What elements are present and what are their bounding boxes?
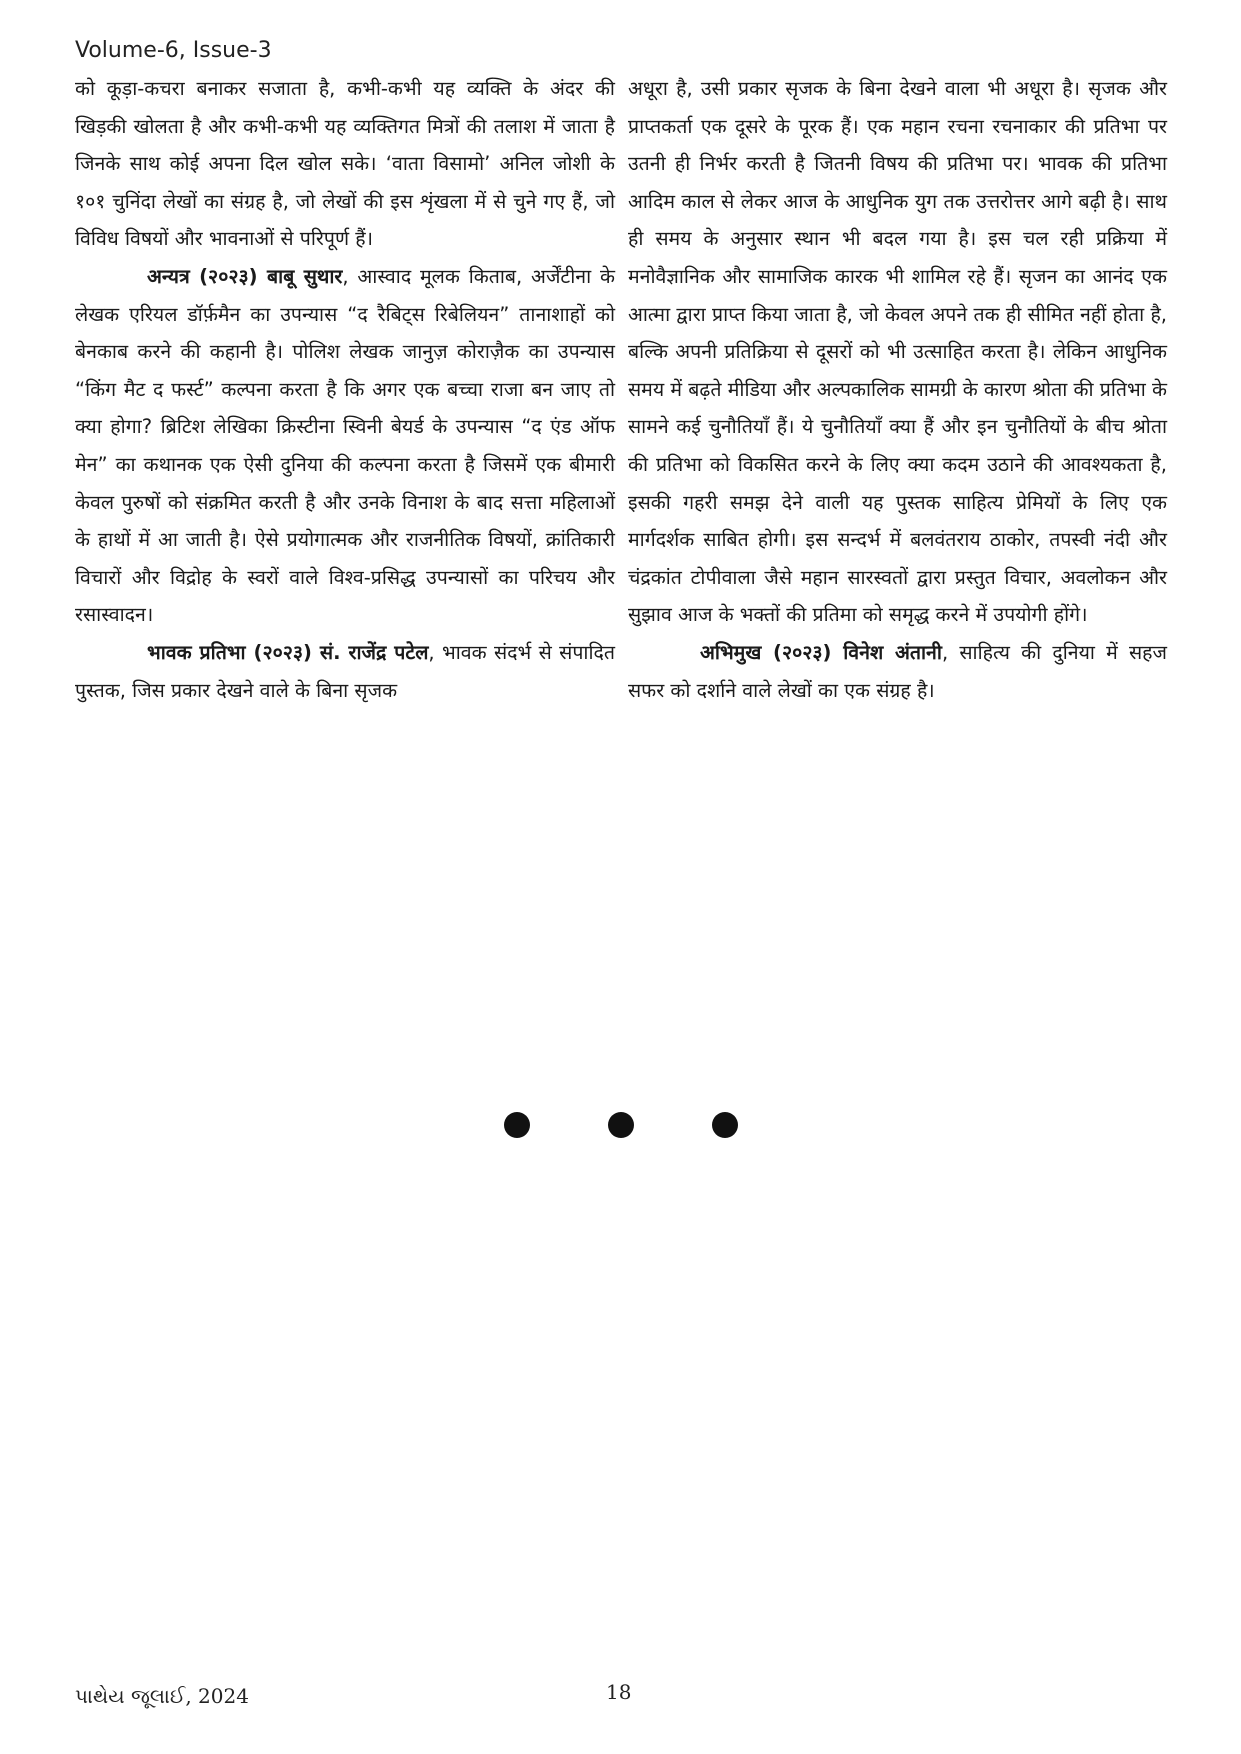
- paragraph: अधूरा है, उसी प्रकार सृजक के बिना देखने वाला भी अधूरा है। सृजक और प्राप्तकर्ता एक दूसरे के पूरक हैं। एक महान रचना रचनाकार की प्रतिभा पर उतनी ही निर्भर करती है जितनी विषय की प्रतिभा पर। भावक की प्रतिभा आदिम काल से लेकर आज के आधुनिक युग तक उत्तरोत्तर आगे बढ़ी है। साथ ही समय के अनुसार स्थान भी बदल गया है। इस चल रही प्रक्रिया में मनोवैज्ञानिक और सामाजिक कारक भी शामिल रहे हैं। सृजन का आनंद एक आत्मा द्वारा प्राप्त किया जाता है, जो केवल अपने तक ही सीमित नहीं होता है, बल्कि अपनी प्रतिक्रिया से दूसरों को भी उत्साहित करता है। लेकिन आधुनिक समय में बढ़ते मीडिया और अल्पकालिक सामग्री के कारण श्रोता की प्रतिभा के सामने कई चुनौतियाँ हैं। ये चुनौतियाँ क्या हैं और इन चुनौतियों के बीच श्रोता की प्रतिभा को विकसित करने के लिए क्या कदम उठाने की आवश्यकता है, इसकी गहरी समझ देने वाली यह पुस्तक साहित्य प्रेमियों के लिए एक मार्गदर्शक साबित होगी। इस सन्दर्भ में बलवंतराय ठाकोर, तपस्वी नंदी और चंद्रकांत टोपीवाला जैसे महान सारस्वतों द्वारा प्रस्तुत विचार, अवलोकन और सुझाव आज के भक्तों की प्रतिमा को समृद्ध करने में उपयोगी होंगे।: [628, 77, 1167, 627]
- ornament-dot: [712, 1112, 738, 1138]
- right-column: [628, 70, 1167, 709]
- paragraph: [628, 634, 1167, 709]
- ornament-dot: [504, 1112, 530, 1138]
- left-column: [75, 70, 615, 709]
- section-end-ornament: [0, 1112, 1241, 1138]
- book-description: , भावक संदर्भ से संपादित पुस्तक, जिस प्रकार देखने वाले के बिना सृजक: [75, 640, 615, 702]
- volume-issue-header: Volume-6, Issue-3: [75, 38, 272, 63]
- book-description: , साहित्य की दुनिया में सहज सफर को दर्शाने वाले लेखों का एक संग्रह है।: [628, 640, 1168, 702]
- magazine-footer: પાથેય જૂલાઈ, 2024: [75, 1684, 249, 1708]
- paragraph: को कूड़ा-कचरा बनाकर सजाता है, कभी-कभी यह व्यक्ति के अंदर की खिड़की खोलता है और कभी-कभी यह व्यक्तिगत मित्रों की तलाश में जाता है जिनके साथ कोई अपना दिल खोल सके। ‘वाता विसामो’ अनिल जोशी के १०१ चुनिंदा लेखों का संग्रह है, जो लेखों की इस शृंखला में से चुने गए हैं, जो विविध विषयों और भावनाओं से परिपूर्ण हैं।: [75, 77, 615, 251]
- ornament-dot: [608, 1112, 634, 1138]
- book-title: अभिमुख (२०२३) विनेश अंतानी: [700, 640, 942, 664]
- book-title: अन्यत्र (२०२३) बाबू सुथार: [147, 264, 343, 288]
- paragraph: [75, 634, 615, 709]
- page-number: 18: [606, 1680, 632, 1704]
- book-description: , आस्वाद मूलक किताब, अर्जेंटीना के लेखक एरियल डॉर्फ़मैन का उपन्यास “द रैबिट्स रिबेलियन” तानाशाहों को बेनकाब करने की कहानी है। पोलिश लेखक जानुज़ कोराज़ैक का उपन्यास “किंग मैट द फर्स्ट” कल्पना करता है कि अगर एक बच्चा राजा बन जाए तो क्या होगा? ब्रिटिश लेखिका क्रिस्टीना स्विनी बेयर्ड के उपन्यास “द एंड ऑफ मेन” का कथानक एक ऐसी दुनिया की कल्पना करता है जिसमें एक बीमारी केवल पुरुषों को संक्रमित करती है और उनके विनाश के बाद सत्ता महिलाओं के हाथों में आ जाती है। ऐसे प्रयोगात्मक और राजनीतिक विषयों, क्रांतिकारी विचारों और विद्रोह के स्वरों वाले विश्व-प्रसिद्ध उपन्यासों का परिचय और रसास्वादन।: [75, 264, 615, 627]
- paragraph: [75, 258, 615, 634]
- book-title: भावक प्रतिभा (२०२३) सं. राजेंद्र पटेल: [147, 640, 429, 664]
